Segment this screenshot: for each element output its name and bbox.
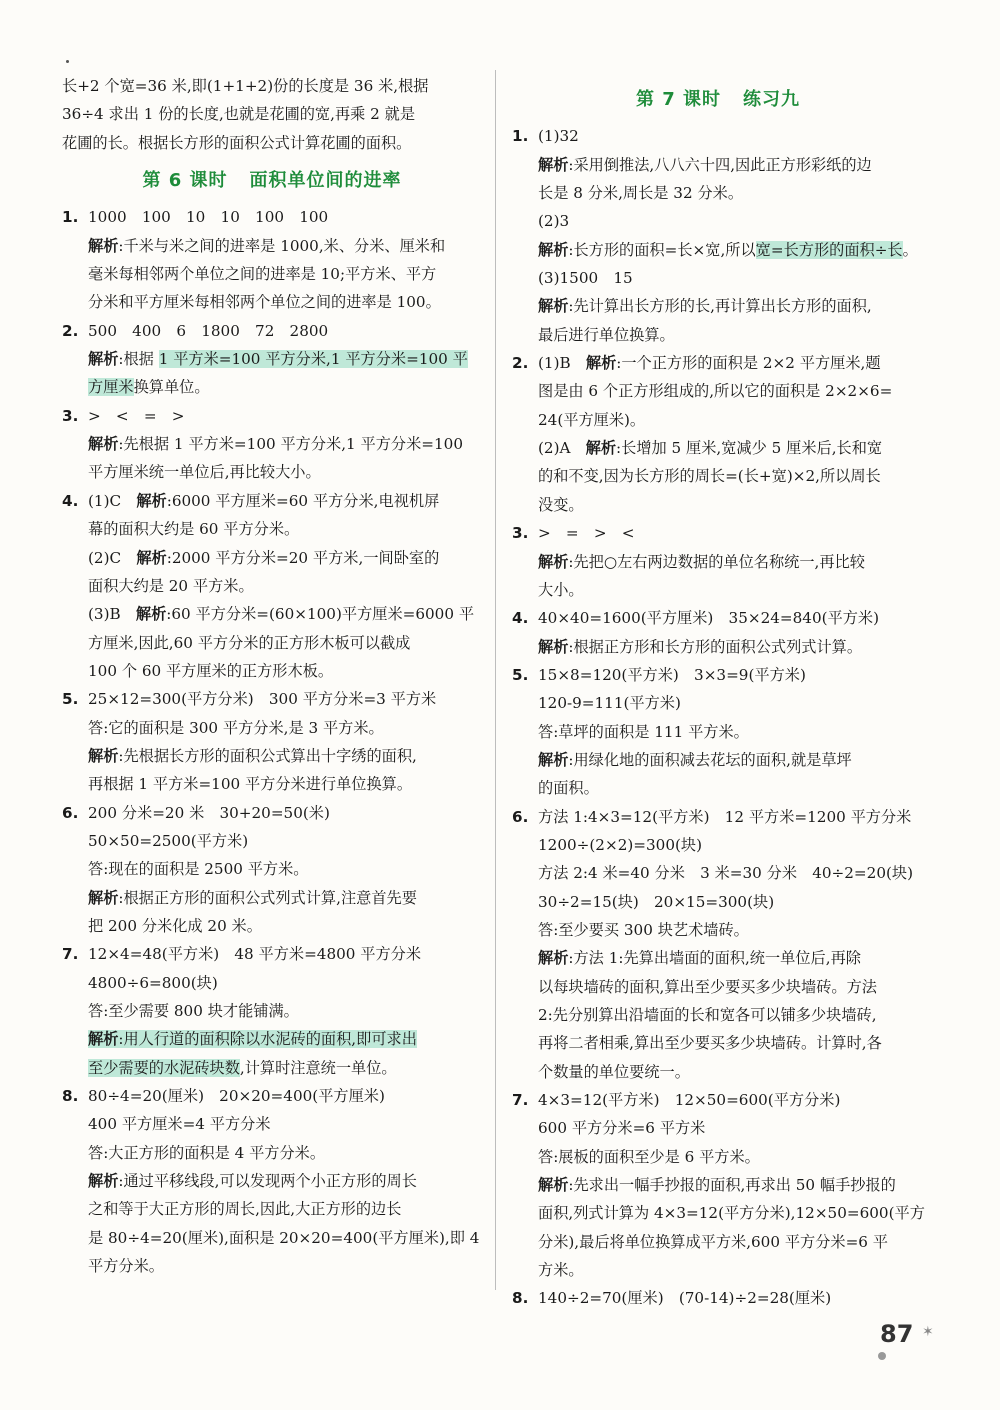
highlight: 至少需要的水泥砖块数 xyxy=(88,1058,240,1077)
lesson-6-heading: 第 6 课时 面积单位间的进率 xyxy=(142,170,402,192)
question-6: 6. 200 分米=20 米 30+20=50(米) 50×50=2500(平方米) 答:现在的面积是 2500 平方米。 解析:根据正方形的面积公式列式计算,注意首先要 把 200 分米化成 20 米。 xyxy=(62,803,417,935)
intro-line: 长+2 个宽=36 米,即(1+1+2)份的长度是 36 米,根据 xyxy=(62,77,429,95)
page-speck xyxy=(66,60,69,63)
question-8: 8. 140÷2=70(厘米) (70-14)÷2=28(厘米) xyxy=(512,1289,832,1308)
highlight: 方厘米 xyxy=(88,378,134,397)
question-4: 4. 40×40=1600(平方厘米) 35×24=840(平方米) 解析:根据正方形和长方形的面积公式列式计算。 xyxy=(512,609,880,656)
star-icon: ✶ xyxy=(922,1324,934,1340)
question-7: 7. 4×3=12(平方米) 12×50=600(平方分米) 600 平方分米=6 平方米 答:展板的面积至少是 6 平方米。 解析:先求出一幅手抄报的面积,再求出 50 幅手抄报的 面积,列式计算为 4×3=12(平方分米),12×50=600(平方 分米),最后将单位换算成平方米,600 平方分米=6 平 方米。 xyxy=(512,1091,925,1280)
question-5: 5. 25×12=300(平方分米) 300 平方分米=3 平方米 答:它的面积是 300 平方分米,是 3 平方米。 解析:先根据长方形的面积公式算出十字绣的面积, 再根据 1 平方米=100 平方分米进行单位换算。 xyxy=(62,690,437,794)
question-8: 8. 80÷4=20(厘米) 20×20=400(平方厘米) 400 平方厘米=4 平方分米 答:大正方形的面积是 4 平方分米。 解析:通过平移线段,可以发现两个小正方形的周长 之和等于大正方形的周长,因此,大正方形的边长 是 80÷4=20(厘米),面积是 20×20=400(平方厘米),即 4 平方分米。 xyxy=(62,1087,480,1276)
highlight: 宽=长方形的面积÷长 xyxy=(755,240,903,259)
intro-line: 36÷4 求出 1 份的长度,也就是花圃的宽,再乘 2 就是 xyxy=(62,105,416,124)
question-6: 6. 方法 1:4×3=12(平方米) 12 平方米=1200 平方分米 1200÷(2×2)=300(块) 方法 2:4 米=40 分米 3 米=30 分米 40÷2=20(块) 30÷2=15(块) 20×15=300(块) 答:至少要买 300 块艺术墙砖。 解析:方法 1:先算出墙面的面积,统一单位后,再除 以每块墙砖的面积,算出至少要买多少块墙砖。方法 2:先分别算出沿墙面的长和宽各可以铺多少块墙砖, 再将二者相乘,算出至少要买多少块墙砖。计算时,各 个数量的单位要统一。 xyxy=(512,807,914,1081)
question-4: 4. (1)C 解析:6000 平方厘米=60 平方分米,电视机屏 幕的面积大约是 60 平方分米。 (2)C 解析:2000 平方分米=20 平方米,一间卧室的 面积大约是 20 平方米。 (3)B 解析:60 平方分米=(60×100)平方厘米=6000 平 方厘米,因此,60 平方分米的正方形木板可以截成 100 个 60 平方厘米的正方形木板。 xyxy=(62,491,475,680)
lesson-7-heading: 第 7 课时 练习九 xyxy=(635,89,801,110)
left-column xyxy=(62,72,482,1280)
highlight: 解析:用人行道的面积除以水泥砖的面积,即可求出 xyxy=(88,1030,417,1049)
question-7: 7. 12×4=48(平方米) 48 平方米=4800 平方分米 4800÷6=800(块) 答:至少需要 800 块才能铺满。 解析:用人行道的面积除以水泥砖的面积,即可求出 至少需要的水泥砖块数,计算时注意统一单位。 xyxy=(62,945,422,1077)
right-column xyxy=(512,72,924,1313)
question-3: 3. > < = > 解析:先根据 1 平方米=100 平方分米,1 平方分米=100 平方厘米统一单位后,再比较大小。 xyxy=(62,406,464,482)
decorative-dot xyxy=(878,1352,886,1360)
page-number: 87 xyxy=(880,1320,914,1348)
intro-line: 花圃的长。根据长方形的面积公式计算花圃的面积。 xyxy=(62,133,412,152)
question-2: 2. 500 400 6 1800 72 2800 解析:根据 1 平方米=100 平方分米,1 平方分米=100 平 方厘米换算单位。 xyxy=(62,321,468,397)
column-divider xyxy=(495,70,496,1290)
question-1: 1. 1000 100 10 10 100 100 解析:千米与米之间的进率是 1000,米、分米、厘米和 毫米每相邻两个单位之间的进率是 10;平方米、平方 分米和平方厘米每相邻两个单位之间的进率是 100。 xyxy=(62,208,446,312)
question-1: 1. (1)32 解析:采用倒推法,八八六十四,因此正方形彩纸的边 长是 8 分米,周长是 32 分米。 (2)3 解析:长方形的面积=长×宽,所以宽=长方形的面积÷长。 (3)1500 15 解析:先计算出长方形的长,再计算出长方形的面积, 最后进行单位换算。 xyxy=(512,127,918,344)
highlight: 1 平方米=100 平方分米,1 平方分米=100 平 xyxy=(158,350,468,369)
question-3: 3. > = > < 解析:先把○左右两边数据的单位名称统一,再比较 大小。 xyxy=(512,524,865,599)
question-2: 2. (1)B 解析:一个正方形的面积是 2×2 平方厘米,题 图是由 6 个正方形组成的,所以它的面积是 2×2×6= 24(平方厘米)。 (2)A 解析:长增加 5 厘米,宽减少 5 厘米后,长和宽 的和不变,因为长方形的周长=(长+宽)×2,所以周长 没变。 xyxy=(512,354,893,514)
question-5: 5. 15×8=120(平方米) 3×3=9(平方米) 120-9=111(平方米) 答:草坪的面积是 111 平方米。 解析:用绿化地的面积减去花坛的面积,就是草坪 的面积。 xyxy=(512,665,852,798)
